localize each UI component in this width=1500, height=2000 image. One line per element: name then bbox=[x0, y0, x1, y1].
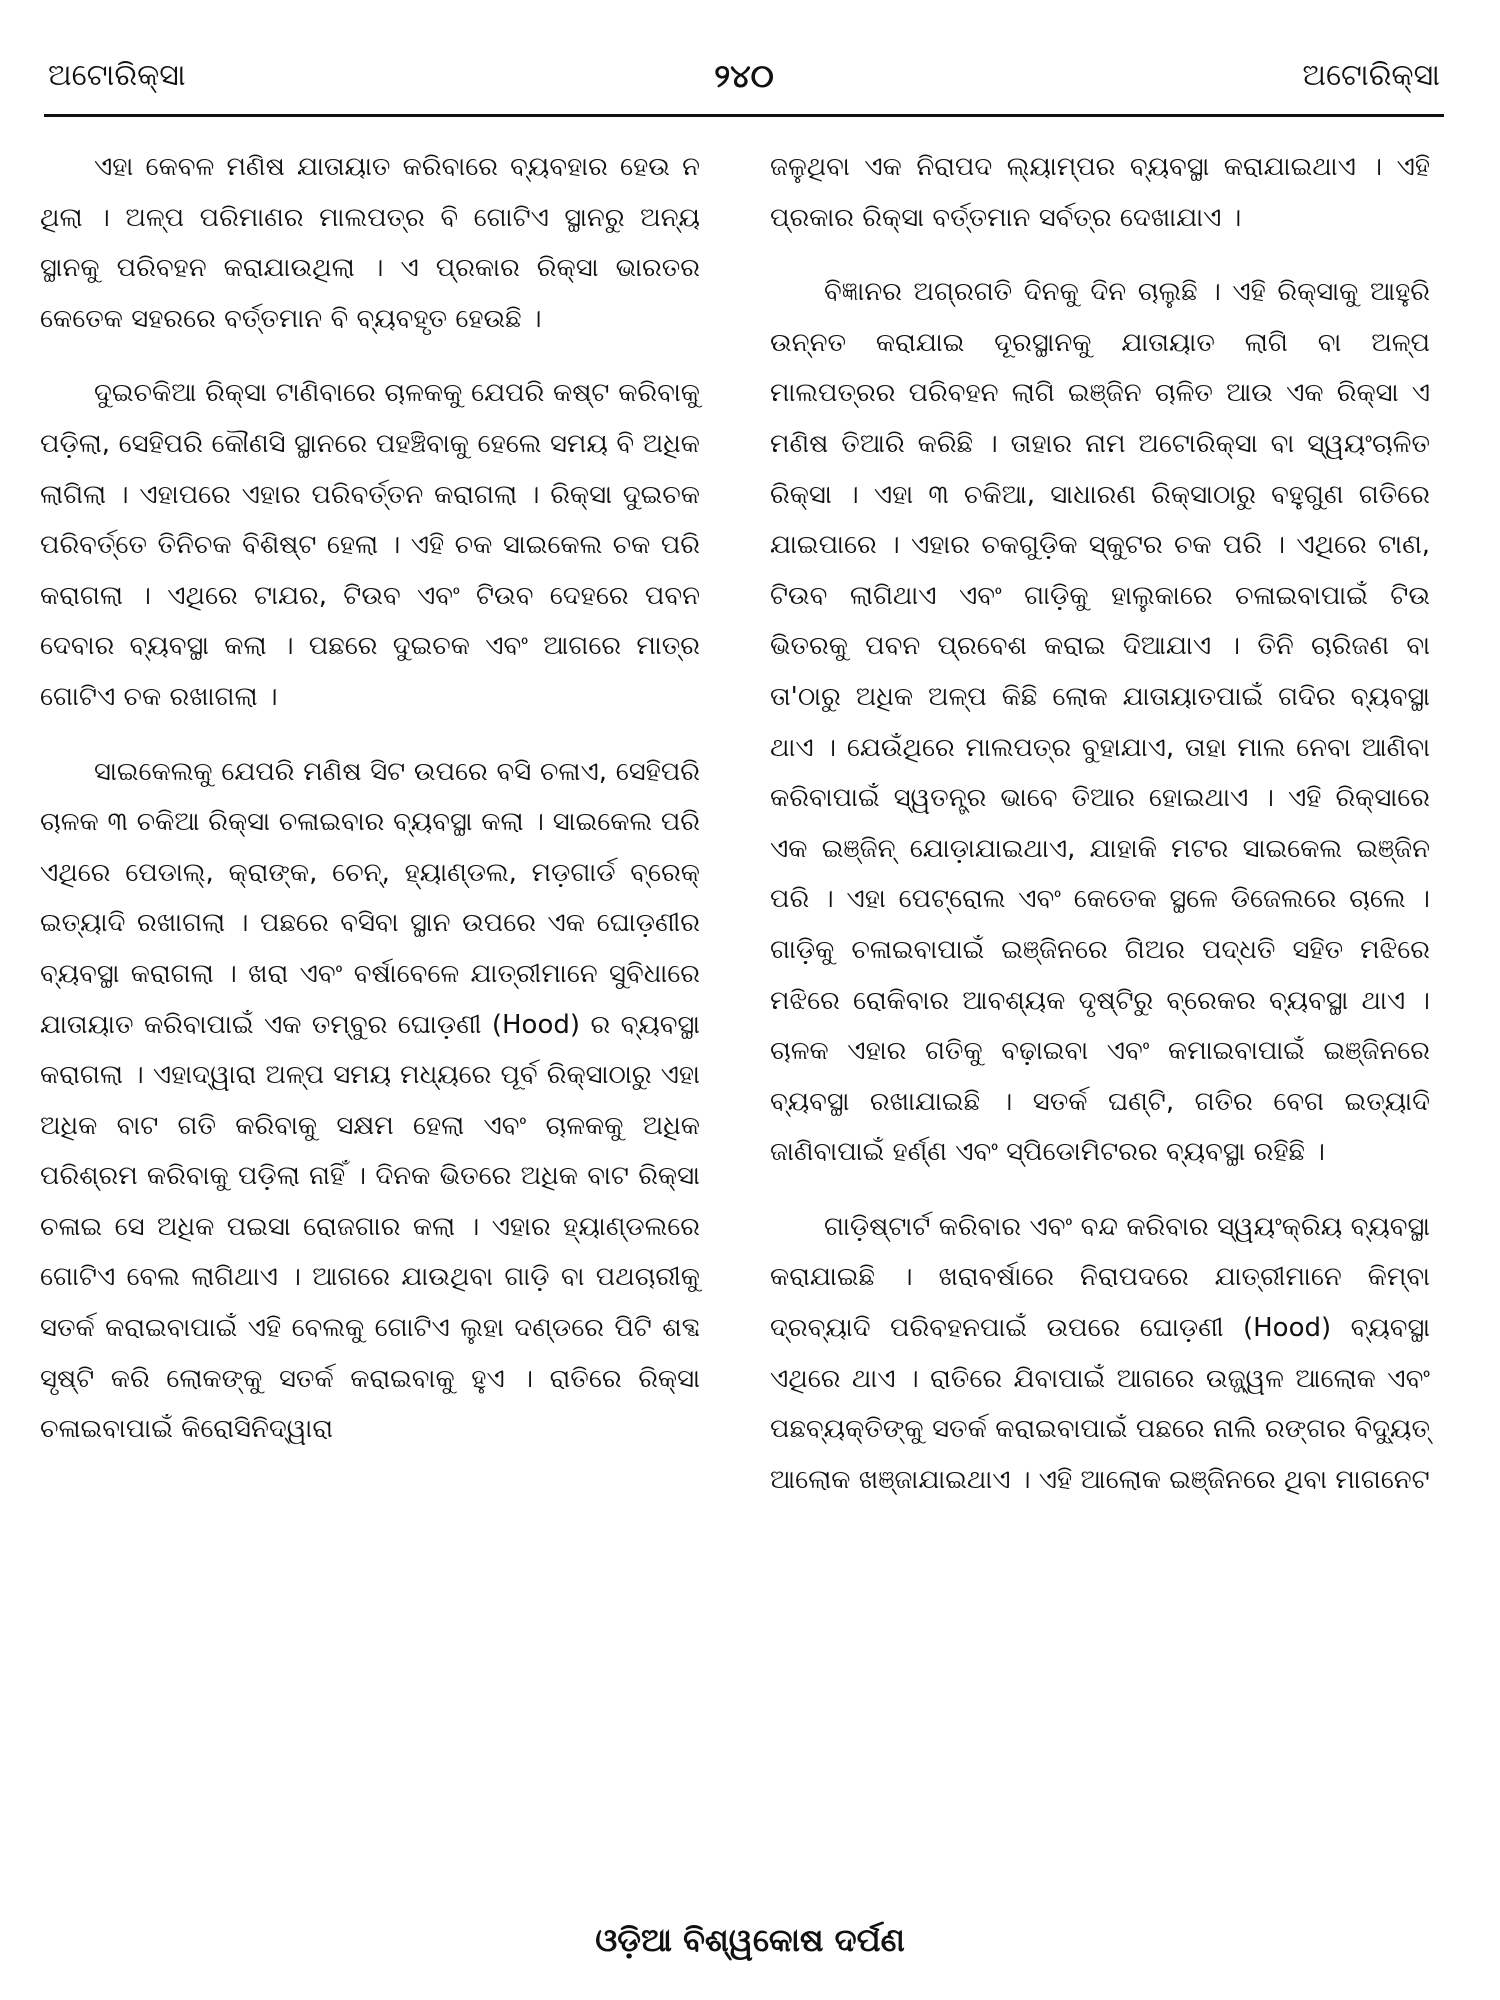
left-paragraph-3: ସାଇକେଲକୁ ଯେପରି ମଣିଷ ସିଟ ଉପରେ ବସି ଚଳାଏ, ସେହିପରି ଚାଳକ ୩ ଚକିଆ ରିକ୍‌ସା ଚଳାଇବାର ବ୍ୟବସ୍ଥା କଲା । ସାଇକେଲ ପରି ଏଥିରେ ପେଡାଲ୍‌, କ୍ରାଙ୍କ, ଚେନ୍‌, ହ୍ୟାଣ୍ଡଲ, ମଡ଼ଗାର୍ଡ ବ୍ରେକ୍‌ ଇତ୍ୟାଦି ରଖାଗଲା । ପଛରେ ବସିବା ସ୍ଥାନ ଉପରେ ଏକ ଘୋଡ଼ଣୀର ବ୍ୟବସ୍ଥା କରାଗଲା । ଖରା ଏବଂ ବର୍ଷାବେଳେ ଯାତ୍ରୀମାନେ ସୁବିଧାରେ ଯାତାୟାତ କରିବାପାଇଁ ଏକ ତମ୍ବୁର ଘୋଡ଼ଣୀ (Hood) ର ବ୍ୟବସ୍ଥା କରାଗଲା । ଏହାଦ୍ୱାରା ଅଳ୍ପ ସମୟ ମଧ୍ୟରେ ପୂର୍ବ ରିକ୍‌ସାଠାରୁ ଏହା ଅଧିକ ବାଟ ଗତି କରିବାକୁ ସକ୍ଷମ ହେଲା ଏବଂ ଚାଳକକୁ ଅଧିକ ପରିଶ୍ରମ କରିବାକୁ ପଡ଼ିଲା ନାହିଁ । ଦିନକ ଭିତରେ ଅଧିକ ବାଟ ରିକ୍‌ସା ଚଳାଇ ସେ ଅଧିକ ପଇସା ରୋଜଗାର କଲା । ଏହାର ହ୍ୟାଣ୍ଡଲରେ ଗୋଟିଏ ବେଲ ଲାଗିଥାଏ । ଆଗରେ ଯାଉଥିବା ଗାଡ଼ି ବା ପଥଚାରୀକୁ ସତର୍କ କରାଇବାପାଇଁ ଏହି ବେଲକୁ ଗୋଟିଏ ଲୁହା ଦଣ୍ଡରେ ପିଟି ଶବ୍ଦ ସୃଷ୍ଟି କରି ଲୋକଙ୍କୁ ସତର୍କ କରାଇବାକୁ ହୁଏ । ରାତିରେ ରିକ୍‌ସା ଚଳାଇବାପାଇଁ କିରୋସିନିଦ୍ୱାରା bbox=[40, 756, 700, 1445]
header-rule bbox=[44, 114, 1444, 117]
page-number: ୨୪୦ bbox=[714, 57, 774, 95]
right-paragraph-1: ଜଳୁଥିବା ଏକ ନିରାପଦ ଲ୍ୟାମ୍ପର ବ୍ୟବସ୍ଥା କରାଯାଇଥାଏ । ଏହି ପ୍ରକାର ରିକ୍‌ସା ବର୍ତ୍ତମାନ ସର୍ବତ୍ର ଦେଖାଯାଏ । bbox=[770, 152, 1430, 233]
left-paragraph-2: ଦୁଇଚକିଆ ରିକ୍‌ସା ଟାଣିବାରେ ଚାଳକକୁ ଯେପରି କଷ୍ଟ କରିବାକୁ ପଡ଼ିଲା, ସେହିପରି କୌଣସି ସ୍ଥାନରେ ପହଞ୍ଚିବାକୁ ହେଲେ ସମୟ ବି ଅଧିକ ଲାଗିଲା । ଏହାପରେ ଏହାର ପରିବର୍ତ୍ତନ କରାଗଲା । ରିକ୍‌ସା ଦୁଇଚକ ପରିବର୍ତ୍ତେ ତିନିଚକ ବିଶିଷ୍ଟ ହେଲା । ଏହି ଚକ ସାଇକେଲ ଚକ ପରି କରାଗଲା । ଏଥିରେ ଟାଯର, ଟିଉବ ଏବଂ ଟିଉବ ଦେହରେ ପବନ ଦେବାର ବ୍ୟବସ୍ଥା କଲା । ପଛରେ ଦୁଇଚକ ଏବଂ ଆଗରେ ମାତ୍ର ଗୋଟିଏ ଚକ ରଖାଗଲା । bbox=[40, 378, 700, 712]
right-paragraph-3: ଗାଡ଼ିଷ୍ଟାର୍ଟ କରିବାର ଏବଂ ବନ୍ଦ କରିବାର ସ୍ୱୟଂକ୍ରିୟ ବ୍ୟବସ୍ଥା କରାଯାଇଛି । ଖରାବର୍ଷାରେ ନିରାପଦରେ ଯାତ୍ରୀମାନେ କିମ୍ବା ଦ୍ରବ୍ୟାଦି ପରିବହନପାଇଁ ଉପରେ ଘୋଡ଼ଣୀ (Hood) ବ୍ୟବସ୍ଥା ଏଥିରେ ଥାଏ । ରାତିରେ ଯିବାପାଇଁ ଆଗରେ ଉଜ୍ଜ୍ୱଳ ଆଲୋକ ଏବଂ ପଛବ୍ୟକ୍ତିଙ୍କୁ ସତର୍କ କରାଇବାପାଇଁ ପଛରେ ନାଲି ରଙ୍ଗର ବିଦ୍ୟୁତ୍‌ ଆଲୋକ ଖଞ୍ଜାଯାଇଥାଏ । ଏହି ଆଲୋକ ଇଞ୍ଜିନରେ ଥିବା ମାଗନେଟ bbox=[770, 1211, 1430, 1495]
header-right-title: ଅଟୋରିକ୍‌ସା bbox=[1302, 58, 1440, 93]
right-paragraph-2: ବିଜ୍ଞାନର ଅଗ୍ରଗତି ଦିନକୁ ଦିନ ଚାଲୁଛି । ଏହି ରିକ୍‌ସାକୁ ଆହୁରି ଉନ୍ନତ କରାଯାଇ ଦୂରସ୍ଥାନକୁ ଯାତାୟାତ ଲାଗି ବା ଅଳ୍ପ ମାଲପତ୍ରର ପରିବହନ ଲାଗି ଇଞ୍ଜିନ ଚାଳିତ ଆଉ ଏକ ରିକ୍‌ସା ଏ ମଣିଷ ତିଆରି କରିଛି । ତାହାର ନାମ ଅଟୋରିକ୍‌ସା ବା ସ୍ୱୟଂଚାଳିତ ରିକ୍‌ସା । ଏହା ୩ ଚକିଆ, ସାଧାରଣ ରିକ୍‌ସାଠାରୁ ବହୁଗୁଣ ଗତିରେ ଯାଇପାରେ । ଏହାର ଚକଗୁଡ଼ିକ ସ୍କୁଟର ଚକ ପରି । ଏଥିରେ ଟାଣ, ଟିଉବ ଲାଗିଥାଏ ଏବଂ ଗାଡ଼ିକୁ ହାଲୁକାରେ ଚଳାଇବାପାଇଁ ଟିଉ ଭିତରକୁ ପବନ ପ୍ରବେଶ କରାଇ ଦିଆଯାଏ । ତିନି ଚାରିଜଣ ବା ତା'ଠାରୁ ଅଧିକ ଅଳ୍ପ କିଛି ଲୋକ ଯାତାୟାତପାଇଁ ଗଦିର ବ୍ୟବସ୍ଥା ଥାଏ । ଯେଉଁଥିରେ ମାଲପତ୍ର ବୁହାଯାଏ, ତାହା ମାଲ ନେବା ଆଣିବା କରିବାପାଇଁ ସ୍ୱତନ୍ତ୍ର ଭାବେ ତିଆର ହୋଇଥାଏ । ଏହି ରିକ୍‌ସାରେ ଏକ ଇଞ୍ଜିନ୍‌ ଯୋଡ଼ାଯାଇଥାଏ, ଯାହାକି ମଟର ସାଇକେଲ ଇଞ୍ଜିନ ପରି । ଏହା ପେଟ୍ରୋଲ ଏବଂ କେତେକ ସ୍ଥଳେ ଡିଜେଲରେ ଚାଲେ । ଗାଡ଼ିକୁ ଚଳାଇବାପାଇଁ ଇଞ୍ଜିନରେ ଗିଅର ପଦ୍ଧତି ସହିତ ମଝିରେ ମଝିରେ ରୋକିବାର ଆବଶ୍ୟକ ଦୃଷ୍ଟିରୁ ବ୍ରେକର ବ୍ୟବସ୍ଥା ଥାଏ । ଚାଳକ ଏହାର ଗତିକୁ ବଢ଼ାଇବା ଏବଂ କମାଇବାପାଇଁ ଇଞ୍ଜିନରେ ବ୍ୟବସ୍ଥା ରଖାଯାଇଛି । ସତର୍କ ଘଣ୍ଟି, ଗତିର ବେଗ ଇତ୍ୟାଦି ଜାଣିବାପାଇଁ ହର୍ଣ୍ଣ ଏବଂ ସ୍ପିଡୋମିଟରର ବ୍ୟବସ୍ଥା ରହିଛି । bbox=[770, 277, 1430, 1168]
running-header bbox=[48, 52, 1440, 100]
header-left-title: ଅଟୋରିକ୍‌ସା bbox=[48, 58, 186, 93]
left-column bbox=[40, 142, 700, 1455]
footer-title: ଓଡ଼ିଆ ବିଶ୍ୱକୋଷ ଦର୍ପଣ bbox=[595, 1921, 905, 1959]
left-paragraph-1: ଏହା କେବଳ ମଣିଷ ଯାତାୟାତ କରିବାରେ ବ୍ୟବହାର ହେଉ ନ ଥିଲା । ଅଳ୍ପ ପରିମାଣର ମାଲପତ୍ର ବି ଗୋଟିଏ ସ୍ଥାନରୁ ଅନ୍ୟ ସ୍ଥାନକୁ ପରିବହନ କରାଯାଉଥିଲା । ଏ ପ୍ରକାର ରିକ୍‌ସା ଭାରତର କେତେକ ସହରରେ ବର୍ତ୍ତମାନ ବି ବ୍ୟବହୃତ ହେଉଛି । bbox=[40, 152, 700, 334]
right-column bbox=[770, 142, 1430, 1505]
